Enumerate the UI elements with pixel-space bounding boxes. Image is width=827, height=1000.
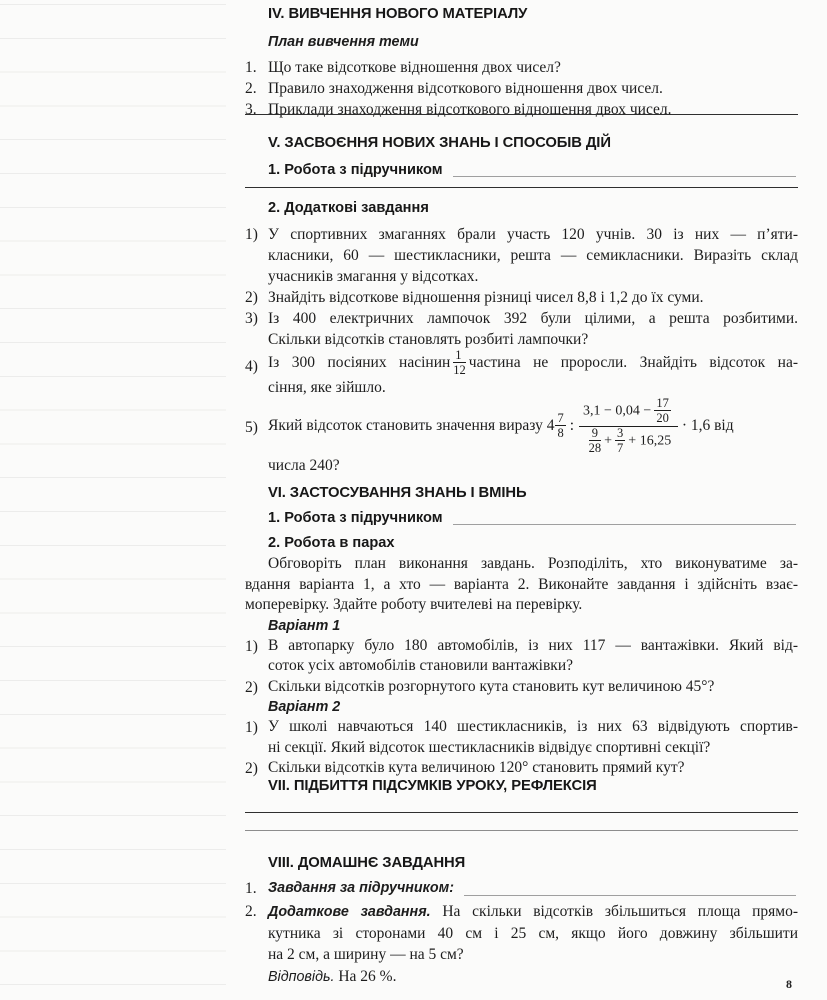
pair-work-label: 2. Робота в парах [268, 535, 395, 551]
text-line: кутника зі сторонами 40 см і 25 см, якщо його довжину збільшити [268, 925, 798, 942]
text-line: вдання варіанта 1, а хто — варіанта 2. Виконайте завдання і здійсніть взає- [245, 575, 798, 593]
margin-ruled-lines [0, 4, 226, 988]
fraction-numerator: 9 [589, 427, 602, 441]
item-text: Правило знаходження відсоткового відношення двох чисел. [268, 80, 663, 97]
fill-in-blank-line [464, 894, 796, 896]
task-number: 4) [245, 358, 258, 375]
task-item [245, 636, 798, 677]
text-line: на 2 см, а ширину — на 5 см? [268, 946, 464, 963]
textbook-work-label: 1. Робота з підручником [268, 510, 443, 526]
expression-line [268, 398, 798, 455]
big-denominator [579, 427, 678, 455]
task-number: 3) [245, 310, 258, 327]
list-item [245, 78, 798, 99]
task-text: На скільки відсотків збільшиться площа прямо- [442, 903, 799, 920]
reflection-writing-line [245, 830, 798, 831]
homework-textbook-label: Завдання за підручником: [268, 880, 454, 896]
big-numerator [579, 398, 678, 427]
task-number: 1) [245, 637, 258, 655]
plus-sign: + [604, 433, 613, 449]
text-line: У школі навчаються 140 шестикласників, із них 63 відвідують спортив- [268, 718, 798, 735]
task-text: частина не проросли. Знайдіть відсоток на- [468, 354, 798, 372]
numerator-text: 3,1 − 0,04 − [583, 403, 652, 419]
fraction-numerator: 1 [453, 349, 466, 363]
answer-label: Відповідь. [268, 969, 335, 985]
fraction-denominator: 8 [557, 426, 564, 440]
section-vii-heading: VII. ПІДБИТТЯ ПІДСУМКІВ УРОКУ, РЕФЛЕКСІЯ [268, 778, 597, 794]
text-line: сіння, яке зійшло. [268, 379, 386, 396]
fraction [589, 427, 602, 454]
section-vi-heading: VI. ЗАСТОСУВАННЯ ЗНАНЬ І ВМІНЬ [268, 485, 527, 501]
extra-task-label: Додаткове завдання. [268, 904, 431, 920]
task-text: Із 300 посіяних насінин [268, 354, 451, 372]
task-number: 2) [245, 678, 258, 696]
fraction-numerator: 3 [617, 426, 624, 440]
task-item [245, 308, 798, 350]
text-line: моперевірку. Здайте роботу вчителеві на перевірку. [245, 596, 583, 613]
textbook-work-row [245, 158, 798, 180]
text-line: Скільки відсотків становлять розбиті лампочки? [268, 331, 589, 348]
section-viii-heading: VIII. ДОМАШНЄ ЗАВДАННЯ [268, 855, 466, 871]
text-line: Скільки відсотків розгорнутого кута становить кут величиною 45°? [268, 677, 715, 695]
text-line: учасників змагання у відсотках. [268, 268, 479, 285]
reflection-writing-line [245, 812, 798, 813]
section-divider-rule [245, 187, 798, 188]
item-text: Приклади знаходження відсоткового відношення двох чисел. [268, 101, 672, 118]
section-vi [245, 481, 798, 779]
item-number: 2. [245, 903, 257, 920]
text-line: У спортивних змаганнях брали участь 120 учнів. 30 із них — п’яти- [268, 226, 798, 243]
section-iv [245, 4, 798, 120]
task-number: 2) [245, 760, 258, 777]
mixed-number [546, 411, 569, 440]
fraction-denominator: 28 [588, 441, 602, 455]
homework-textbook-row [245, 877, 798, 899]
item-number: 2. [245, 80, 257, 97]
text-line: ні секції. Який відсоток шестикласників відвідує спортивні секції? [268, 738, 711, 756]
section-divider-rule [245, 114, 798, 115]
division-sign: : [569, 417, 575, 435]
fraction [555, 412, 565, 439]
textbook-work-label: 1. Робота з підручником [268, 162, 443, 178]
section-iv-heading: IV. ВИВЧЕННЯ НОВОГО МАТЕРІАЛУ [268, 6, 528, 22]
task-item [245, 677, 798, 698]
text-line: соток усіх автомобілів становили вантажівки? [268, 657, 573, 674]
task-text: Який відсоток становить значення виразу [268, 417, 543, 435]
plan-list [245, 57, 798, 120]
task-item-with-expression [245, 398, 798, 476]
text-line: Із 400 електричних лампочок 392 були цілими, а решта розбитими. [268, 310, 798, 327]
page-number: 8 [786, 977, 792, 991]
fraction [453, 349, 466, 376]
task-number: 1) [245, 226, 258, 243]
task-item [245, 717, 798, 758]
item-number: 1. [245, 880, 257, 897]
variant-2-label: Варіант 2 [268, 699, 341, 715]
list-item [245, 57, 798, 78]
text-line: В автопарку було 180 автомобілів, із них 117 — вантажівки. Який від- [268, 636, 798, 654]
task-item-with-fraction [245, 350, 798, 398]
section-v-heading: V. ЗАСВОЄННЯ НОВИХ ЗНАНЬ І СПОСОБІВ ДІЙ [268, 135, 611, 151]
task-number: 1) [245, 719, 258, 736]
text-line: числа 240? [268, 457, 340, 474]
extra-tasks-label: 2. Додаткові завдання [268, 200, 429, 216]
denominator-tail: + 16,25 [628, 433, 672, 449]
expression-tail: · 1,6 від [681, 417, 734, 435]
text-line: класники, 60 — шестикласники, решта — семикласники. Виразіть склад [268, 247, 798, 264]
answer-value: На 26 %. [338, 968, 397, 985]
fraction-denominator: 20 [656, 411, 669, 425]
extra-homework-task [245, 901, 798, 965]
text-line: Знайдіть відсоткове відношення різниці чисел 8,8 і 1,2 до їх суми. [268, 289, 704, 306]
fraction-numerator: 17 [656, 396, 669, 410]
fill-in-blank-line [453, 175, 796, 177]
section-vii [245, 772, 798, 831]
lesson-content [245, 0, 798, 1000]
item-number: 3. [245, 101, 257, 118]
list-item [245, 99, 798, 120]
answer-row [245, 966, 798, 988]
fraction-numerator: 7 [557, 411, 564, 425]
fraction [654, 397, 671, 424]
text-line [268, 350, 798, 377]
task-item [245, 287, 798, 308]
section-v [245, 130, 798, 476]
item-text: Що таке відсоткове відношення двох чисел? [268, 59, 561, 76]
fraction-denominator: 12 [453, 363, 466, 377]
fraction [615, 427, 625, 454]
text-line: Обговоріть план виконання завдань. Розподіліть, хто виконуватиме за- [268, 555, 798, 572]
fill-in-blank-line [453, 523, 796, 525]
task-number: 5) [245, 419, 258, 436]
variant-1-label: Варіант 1 [268, 617, 341, 634]
section-iv-subtitle: План вивчення теми [268, 34, 419, 50]
item-number: 1. [245, 59, 257, 76]
task-item [245, 224, 798, 287]
textbook-work-row [245, 506, 798, 528]
built-up-fraction [579, 398, 678, 455]
whole-part: 4 [546, 417, 555, 435]
fraction-denominator: 7 [617, 441, 624, 455]
section-viii [245, 845, 798, 988]
instructions-paragraph [245, 554, 798, 616]
text-line: Скільки відсотків кута величиною 120° становить прямий кут? [268, 759, 685, 776]
text-line [268, 901, 798, 923]
task-number: 2) [245, 289, 258, 306]
